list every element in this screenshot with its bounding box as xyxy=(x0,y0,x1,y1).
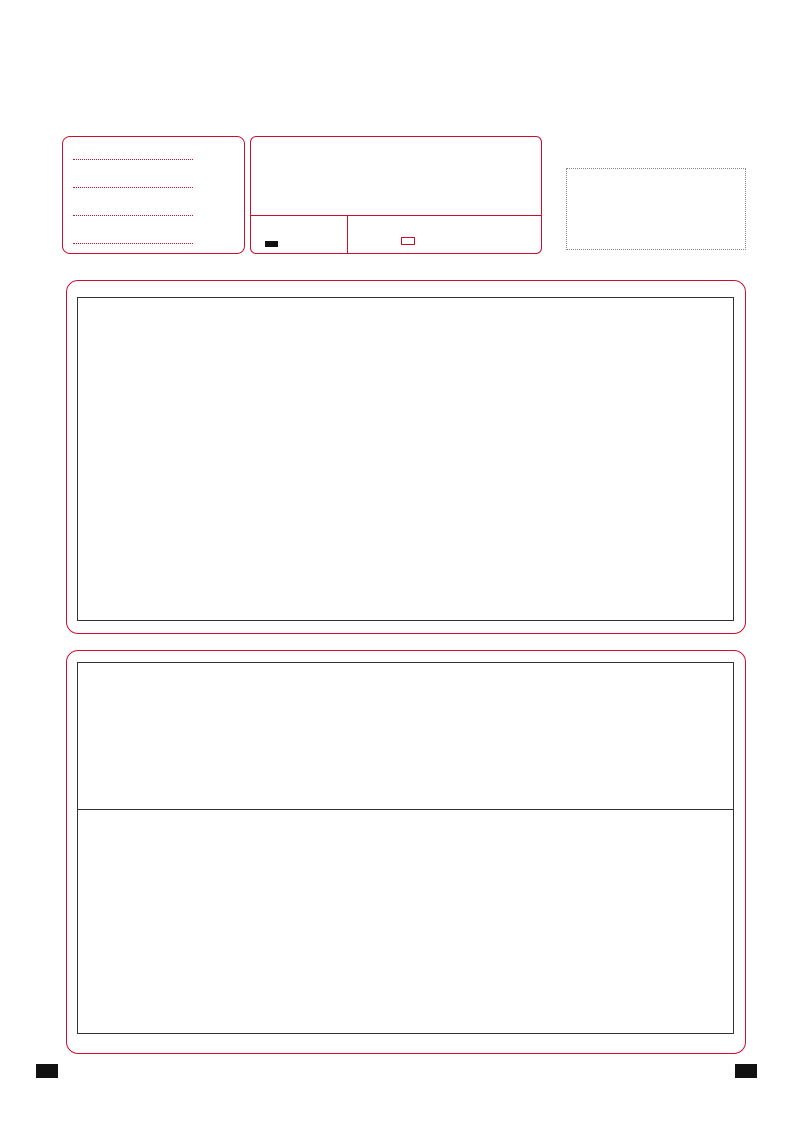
student-info-box xyxy=(62,136,245,254)
written-inner-frame xyxy=(77,662,734,1034)
corner-mark-bottom-right xyxy=(735,1064,757,1078)
school-line[interactable] xyxy=(73,145,193,160)
exam-no-field[interactable] xyxy=(71,229,193,244)
absent-checkbox[interactable] xyxy=(401,237,415,245)
name-field[interactable] xyxy=(71,173,193,188)
notes-box xyxy=(250,136,542,254)
fill-example-mark xyxy=(265,241,278,247)
school-field[interactable] xyxy=(71,145,193,160)
barcode-area xyxy=(566,168,746,250)
class-line[interactable] xyxy=(73,201,193,216)
exam-no-line[interactable] xyxy=(73,229,193,244)
corner-mark-bottom-left xyxy=(36,1064,58,1078)
name-line[interactable] xyxy=(73,173,193,188)
mc-inner-frame xyxy=(77,297,734,621)
class-field[interactable] xyxy=(71,201,193,216)
